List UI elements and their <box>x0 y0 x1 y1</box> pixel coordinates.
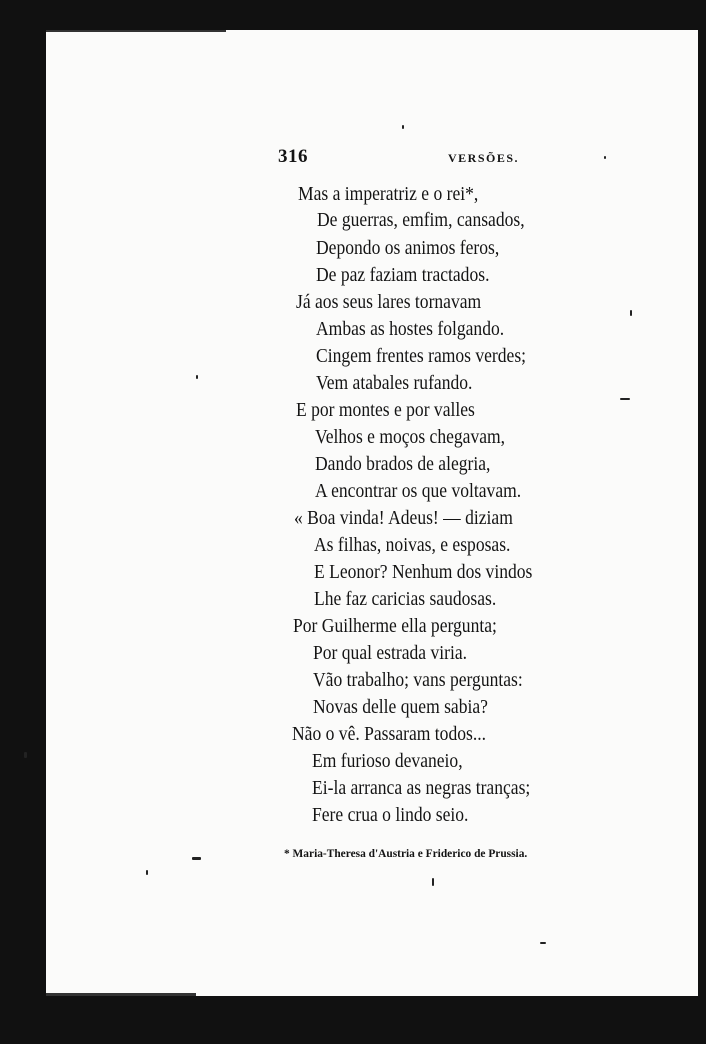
poem-line-8: Vem atabales rufando. <box>316 373 473 394</box>
page-header <box>278 146 528 170</box>
poem-line-20: Novas delle quem sabia? <box>313 697 488 718</box>
poem-line-18: Por qual estrada viria. <box>313 643 468 664</box>
page-edge-shadow-bottom <box>46 988 196 996</box>
poem-line-9: E por montes e por valles <box>296 400 475 421</box>
page-edge-shadow-top <box>46 30 226 36</box>
scan-speck <box>402 125 404 129</box>
footnote: * Maria-Theresa d'Austria e Friderico de Prussia. <box>284 846 528 860</box>
poem-line-21: Não o vê. Passaram todos... <box>292 724 487 745</box>
poem-line-14: As filhas, noivas, e esposas. <box>314 535 511 556</box>
poem-line-11: Dando brados de alegria, <box>315 454 491 475</box>
poem-line-10: Velhos e moços chegavam, <box>315 427 506 448</box>
poem-line-1: Mas a imperatriz e o rei*, <box>298 184 479 205</box>
poem-line-2: De guerras, emfim, cansados, <box>317 210 525 231</box>
poem-line-15: E Leonor? Nenhum dos vindos <box>314 562 533 583</box>
scan-speck <box>620 398 630 400</box>
poem-line-23: Ei-la arranca as negras tranças; <box>312 778 531 799</box>
scan-speck <box>540 942 546 944</box>
scan-speck <box>630 310 632 316</box>
running-title: VERSÕES. <box>448 151 520 165</box>
poem-line-5: Já aos seus lares tornavam <box>296 292 482 313</box>
poem-line-7: Cingem frentes ramos verdes; <box>316 346 527 367</box>
scan-speck <box>24 752 27 758</box>
poem-line-17: Por Guilherme ella pergunta; <box>293 616 497 637</box>
poem-body <box>0 182 706 842</box>
poem-line-6: Ambas as hostes folgando. <box>316 319 505 340</box>
poem-line-13: « Boa vinda! Adeus! — diziam <box>294 508 513 529</box>
poem-line-3: Depondo os animos feros, <box>316 238 500 259</box>
poem-line-12: A encontrar os que voltavam. <box>315 481 522 502</box>
scan-speck <box>196 375 198 379</box>
scan-border-top <box>0 0 706 30</box>
page-number: 316 <box>278 146 308 167</box>
poem-line-22: Em furioso devaneio, <box>312 751 463 772</box>
scan-speck <box>146 870 148 875</box>
poem-line-24: Fere crua o lindo seio. <box>312 805 469 826</box>
scan-speck <box>432 878 434 886</box>
poem-line-16: Lhe faz caricias saudosas. <box>314 589 497 610</box>
poem-line-19: Vão trabalho; vans perguntas: <box>313 670 523 691</box>
scan-speck <box>192 857 201 860</box>
scan-border-bottom <box>0 996 706 1044</box>
poem-line-4: De paz faziam tractados. <box>316 265 490 286</box>
scan-speck <box>604 156 606 159</box>
